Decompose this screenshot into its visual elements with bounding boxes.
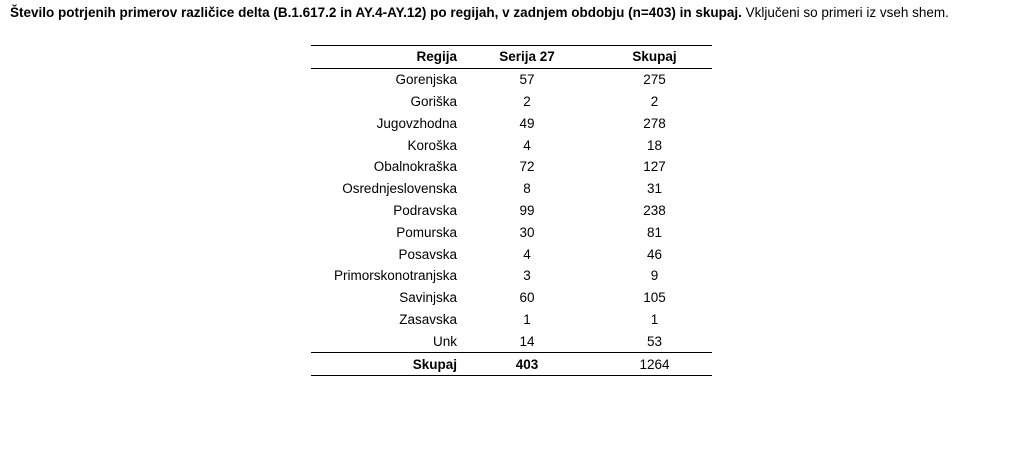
cell-region: Goriška (410, 93, 457, 109)
cell-series-27: 2 (523, 93, 531, 109)
cell-series-27: 8 (523, 181, 531, 197)
cell-series-27: 1 (523, 311, 531, 327)
cell-series-27: 99 (519, 202, 535, 218)
table-caption (10, 4, 1020, 22)
cell-region: Jugovzhodna (376, 115, 457, 131)
cell-total: 278 (643, 115, 666, 131)
cell-region: Primorskonotranjska (333, 268, 457, 284)
cell-series-27: 4 (523, 246, 531, 262)
cell-series-27: 3 (523, 268, 531, 284)
table-row (311, 265, 712, 287)
cell-series-27: 30 (519, 224, 535, 240)
table-row (311, 68, 712, 90)
cell-series-27: 60 (519, 290, 535, 306)
total-row-total: 1264 (639, 356, 670, 372)
table-row (311, 330, 712, 352)
cell-total: 238 (643, 202, 666, 218)
cell-region: Podravska (393, 202, 457, 218)
header-region: Regija (416, 49, 457, 65)
cell-series-27: 14 (519, 333, 535, 349)
table-row (311, 221, 712, 243)
cell-total: 105 (643, 290, 666, 306)
cell-region: Pomurska (396, 224, 457, 240)
cell-total: 1 (650, 311, 659, 327)
cell-region: Gorenjska (395, 72, 457, 88)
cell-total: 275 (643, 72, 666, 88)
table-body (311, 68, 712, 352)
cell-total: 31 (646, 181, 663, 197)
table-row (311, 178, 712, 200)
cell-total: 127 (643, 159, 666, 175)
cell-series-27: 49 (519, 115, 535, 131)
delta-cases-table (311, 45, 712, 376)
total-row-series-27: 403 (515, 356, 539, 372)
table-row (311, 134, 712, 156)
table-row (311, 287, 712, 309)
cell-total: 81 (646, 224, 663, 240)
table-total-row (311, 353, 712, 376)
cell-series-27: 72 (519, 159, 535, 175)
total-row-label: Skupaj (412, 356, 457, 372)
table-row (311, 112, 712, 134)
cell-series-27: 57 (519, 72, 535, 88)
cell-region: Posavska (398, 246, 457, 262)
cell-region: Zasavska (399, 311, 457, 327)
caption-normal-text: Vključeni so primeri iz vseh shem. (741, 5, 949, 20)
cell-total: 2 (650, 93, 659, 109)
cell-region: Obalnokraška (373, 159, 457, 175)
table-row (311, 243, 712, 265)
cell-total: 9 (650, 268, 659, 284)
table-row (311, 309, 712, 331)
table-row (311, 200, 712, 222)
cell-series-27: 4 (523, 137, 531, 153)
cell-total: 18 (646, 137, 663, 153)
caption-bold-text: Število potrjenih primerov različice delta (B.1.617.2 in AY.4-AY.12) po regijah, v zadnjem obdobju (n=403) in skupaj. (10, 5, 742, 20)
table-row (311, 156, 712, 178)
table-row (311, 91, 712, 113)
cell-region: Koroška (407, 137, 457, 153)
cell-total: 53 (646, 333, 663, 349)
table-header-row (311, 46, 712, 69)
cell-region: Osrednjeslovenska (342, 181, 457, 197)
header-total: Skupaj (632, 49, 677, 65)
header-series-27: Serija 27 (499, 49, 555, 65)
cell-region: Unk (432, 333, 457, 349)
cell-total: 46 (646, 246, 663, 262)
cell-region: Savinjska (399, 290, 457, 306)
